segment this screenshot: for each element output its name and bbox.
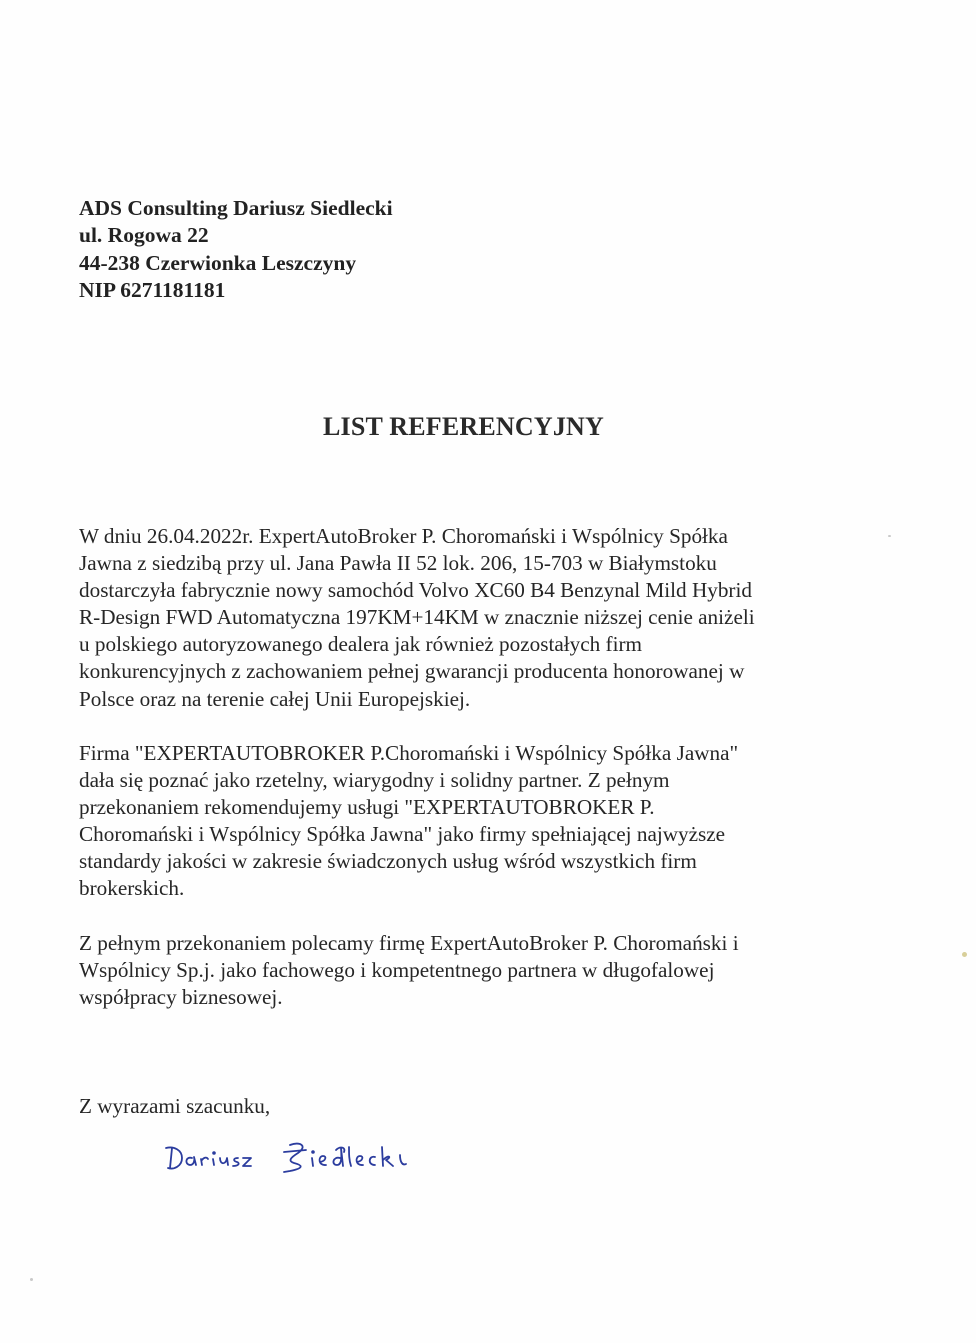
handwritten-signature bbox=[160, 1128, 430, 1188]
sender-street: ul. Rogowa 22 bbox=[79, 223, 209, 248]
paragraph-line: przekonaniem rekomendujemy usługi "EXPERTAUTOBROKER P. bbox=[79, 795, 655, 820]
paragraph-line: Jawna z siedzibą przy ul. Jana Pawła II 52 lok. 206, 15-703 w Białymstoku bbox=[79, 551, 717, 576]
paragraph-line: Wspólnicy Sp.j. jako fachowego i kompetentnego partnera w długofalowej bbox=[79, 958, 715, 983]
scan-speck bbox=[888, 535, 891, 537]
paragraph-delivery bbox=[79, 523, 869, 713]
paragraph-line: W dniu 26.04.2022r. ExpertAutoBroker P. Choromański i Wspólnicy Spółka bbox=[79, 524, 728, 548]
paragraph-endorsement bbox=[79, 930, 869, 1011]
scan-speck bbox=[30, 1278, 33, 1281]
paragraph-line: współpracy biznesowej. bbox=[79, 985, 283, 1010]
paragraph-line: dostarczyła fabrycznie nowy samochód Volvo XC60 B4 Benzynal Mild Hybrid bbox=[79, 578, 752, 603]
paragraph-line: R-Design FWD Automatyczna 197KM+14KM w znacznie niższej cenie aniżeli bbox=[79, 605, 755, 630]
paragraph-line: Z pełnym przekonaniem polecamy firmę ExpertAutoBroker P. Choromański i bbox=[79, 931, 739, 955]
paragraph-line: Polsce oraz na terenie całej Unii Europejskiej. bbox=[79, 686, 471, 711]
paragraph-line: standardy jakości w zakresie świadczonych usług wśród wszystkich firm bbox=[79, 849, 697, 874]
letter-title: LIST REFERENCYJNY bbox=[322, 412, 605, 441]
paragraph-recommendation bbox=[79, 740, 869, 903]
sender-postal-city: 44-238 Czerwionka Leszczyny bbox=[79, 250, 357, 275]
scan-speck bbox=[962, 952, 967, 957]
paragraph-line: konkurencyjnych z zachowaniem pełnej gwarancji producenta honorowanej w bbox=[79, 659, 745, 684]
paragraph-line: Firma "EXPERTAUTOBROKER P.Choromański i Wspólnicy Spółka Jawna" bbox=[79, 741, 739, 765]
sender-company-name: ADS Consulting Dariusz Siedlecki bbox=[79, 196, 393, 220]
closing-salutation: Z wyrazami szacunku, bbox=[79, 1094, 271, 1118]
sender-address-block bbox=[79, 195, 393, 304]
paragraph-line: brokerskich. bbox=[79, 876, 185, 901]
sender-tax-id: NIP 6271181181 bbox=[79, 277, 226, 302]
paragraph-line: dała się poznać jako rzetelny, wiarygodny i solidny partner. Z pełnym bbox=[79, 768, 670, 793]
paragraph-line: u polskiego autoryzowanego dealera jak również pozostałych firm bbox=[79, 632, 643, 657]
paragraph-line: Choromański i Wspólnicy Spółka Jawna" jako firmy spełniającej najwyższe bbox=[79, 822, 726, 847]
